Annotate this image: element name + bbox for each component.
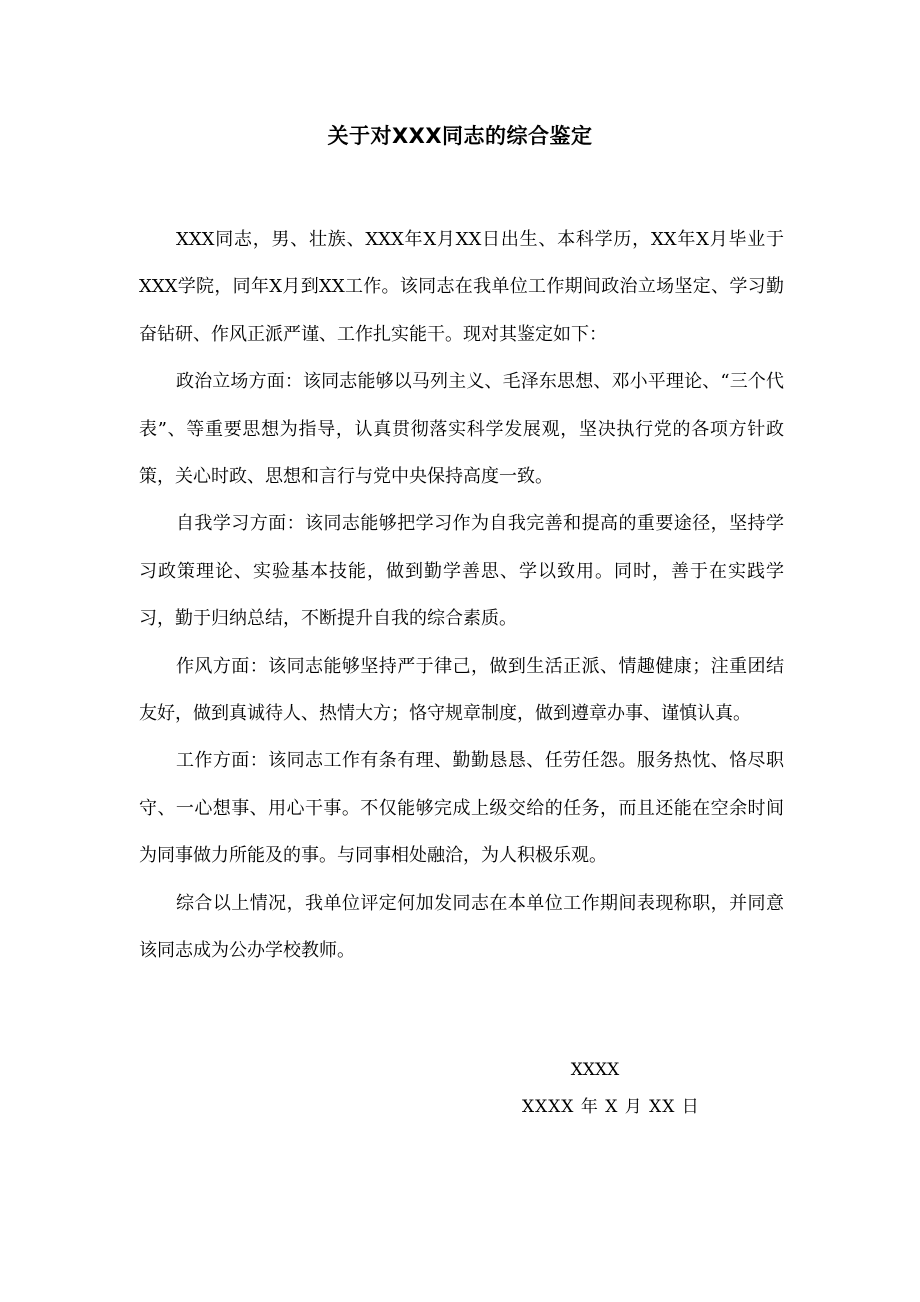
signature-date: XXXX 年 X 月 XX 日 bbox=[522, 1097, 700, 1117]
paragraph-intro: XXX同志，男、壮族、XXX年X月XX日出生、本科学历，XX年X月毕业于XXX学院，同年X月到XX工作。该同志在我单位工作期间政治立场坚定、学习勤奋钻研、作风正派严谨、工作扎实能干。现对其鉴定如下： bbox=[139, 229, 784, 345]
document-body bbox=[139, 216, 784, 975]
paragraph-political-stance: 政治立场方面：该同志能够以马列主义、毛泽东思想、邓小平理论、“三个代表”、等重要思想为指导，认真贯彻落实科学发展观，坚决执行党的各项方针政策，关心时政、思想和言行与党中央保持高度一致。 bbox=[139, 371, 784, 488]
signature-org: XXXX bbox=[570, 1060, 620, 1080]
paragraph-work-style: 作风方面：该同志能够坚持严于律己，做到生活正派、情趣健康；注重团结友好，做到真诚待人、热情大方；恪守规章制度，做到遵章办事、谨慎认真。 bbox=[139, 655, 784, 725]
paragraph-conclusion: 综合以上情况，我单位评定何加发同志在本单位工作期间表现称职，并同意该同志成为公办学校教师。 bbox=[139, 892, 784, 962]
document-title: 关于对XXX同志的综合鉴定 bbox=[327, 124, 593, 148]
paragraph-self-learning: 自我学习方面：该同志能够把学习作为自我完善和提高的重要途径，坚持学习政策理论、实验基本技能，做到勤学善思、学以致用。同时，善于在实践学习，勤于归纳总结，不断提升自我的综合素质。 bbox=[139, 513, 784, 630]
paragraph-work: 工作方面：该同志工作有条有理、勤勤恳恳、任劳任怨。服务热忱、恪尽职守、一心想事、用心干事。不仅能够完成上级交给的任务，而且还能在空余时间为同事做力所能及的事。与同事相处融洽，为人积极乐观。 bbox=[139, 750, 784, 867]
